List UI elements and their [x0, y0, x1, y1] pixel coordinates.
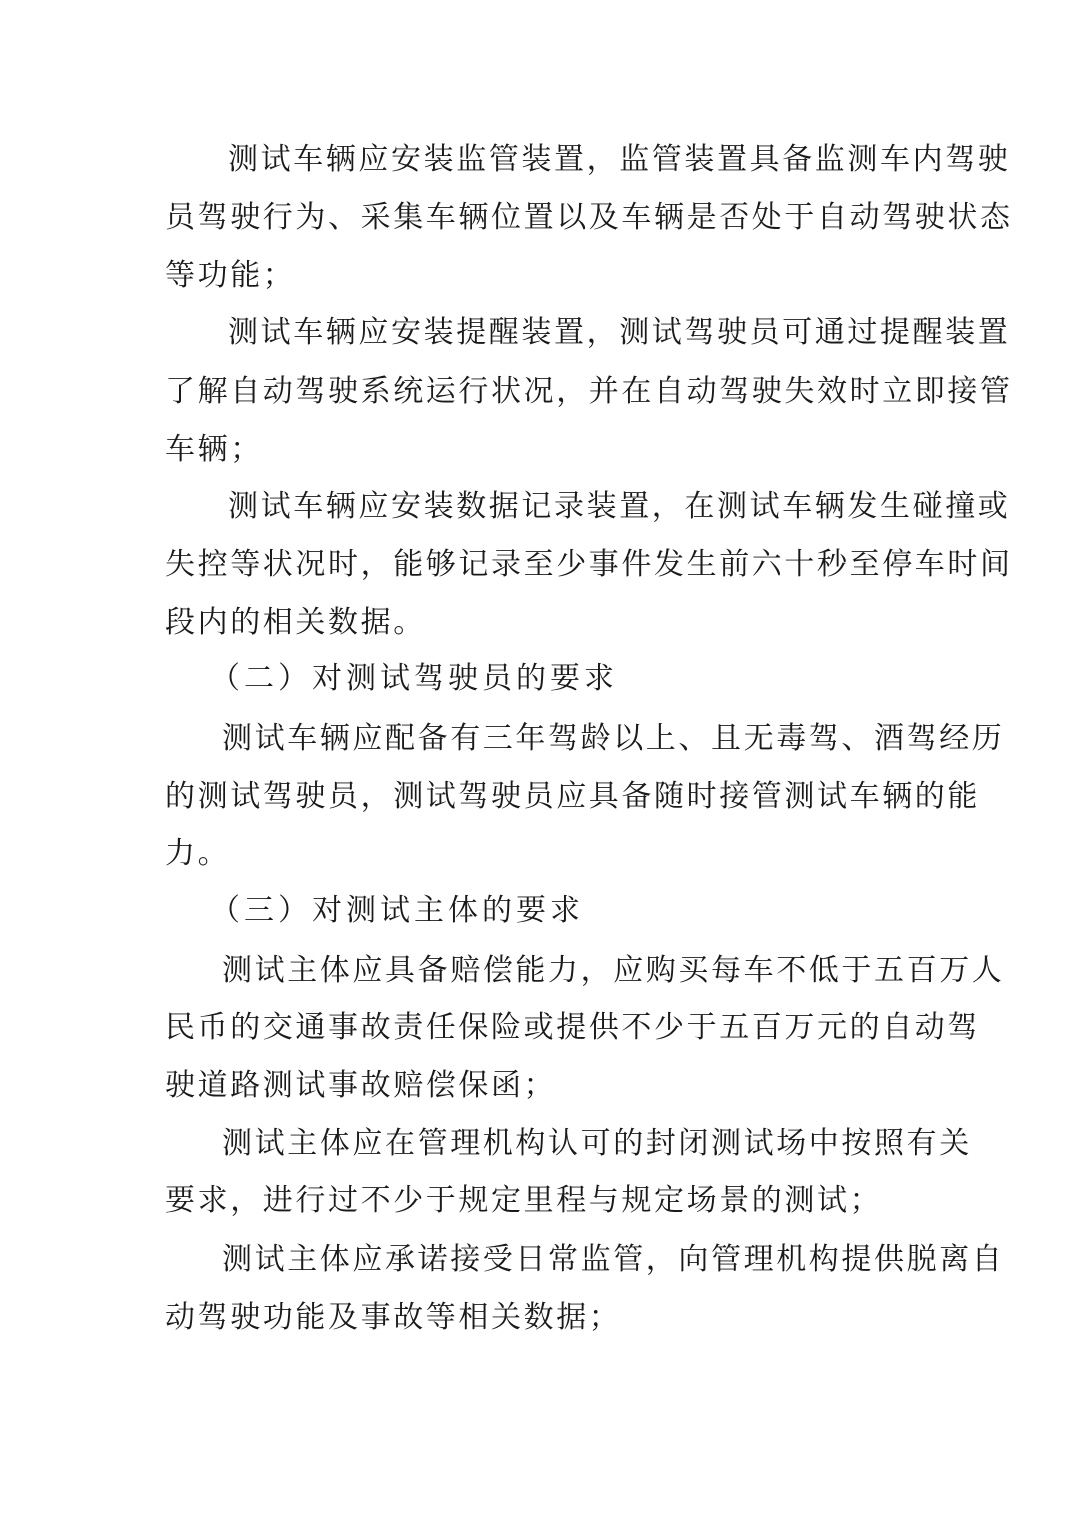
section-heading: （二）对测试驾驶员的要求 — [210, 661, 618, 696]
paragraph-line: 测试车辆应配备有三年驾龄以上、且无毒驾、酒驾经历 — [222, 721, 1005, 756]
paragraph-line: 测试主体应承诺接受日常监管，向管理机构提供脱离自 — [222, 1242, 1005, 1277]
paragraph-line: 了解自动驾驶系统运行状况，并在自动驾驶失效时立即接管 — [165, 374, 1013, 409]
paragraph-line: 要求，进行过不少于规定里程与规定场景的测试； — [165, 1183, 883, 1218]
paragraph-line: 车辆； — [165, 432, 263, 467]
paragraph-line: 测试车辆应安装监管装置，监管装置具备监测车内驾驶 — [228, 142, 1011, 177]
paragraph-line: 测试主体应在管理机构认可的封闭测试场中按照有关 — [222, 1126, 972, 1161]
paragraph-line: 驶道路测试事故赔偿保函； — [165, 1068, 557, 1103]
paragraph-line: 测试主体应具备赔偿能力，应购买每车不低于五百万人 — [222, 953, 1005, 988]
paragraph-line: 员驾驶行为、采集车辆位置以及车辆是否处于自动驾驶状态 — [165, 200, 1013, 235]
paragraph-line: 失控等状况时，能够记录至少事件发生前六十秒至停车时间 — [165, 547, 1013, 582]
paragraph-line: 段内的相关数据。 — [165, 605, 426, 640]
paragraph-line: 等功能； — [165, 258, 296, 293]
paragraph-line: 的测试驾驶员，测试驾驶员应具备随时接管测试车辆的能 — [165, 779, 980, 814]
section-heading: （三）对测试主体的要求 — [210, 893, 584, 928]
paragraph-line: 测试车辆应安装提醒装置，测试驾驶员可通过提醒装置 — [228, 315, 1011, 350]
paragraph-line: 力。 — [165, 836, 231, 871]
paragraph-line: 测试车辆应安装数据记录装置，在测试车辆发生碰撞或 — [228, 489, 1011, 524]
paragraph-line: 动驾驶功能及事故等相关数据； — [165, 1300, 622, 1335]
paragraph-line: 民币的交通事故责任保险或提供不少于五百万元的自动驾 — [165, 1010, 980, 1045]
